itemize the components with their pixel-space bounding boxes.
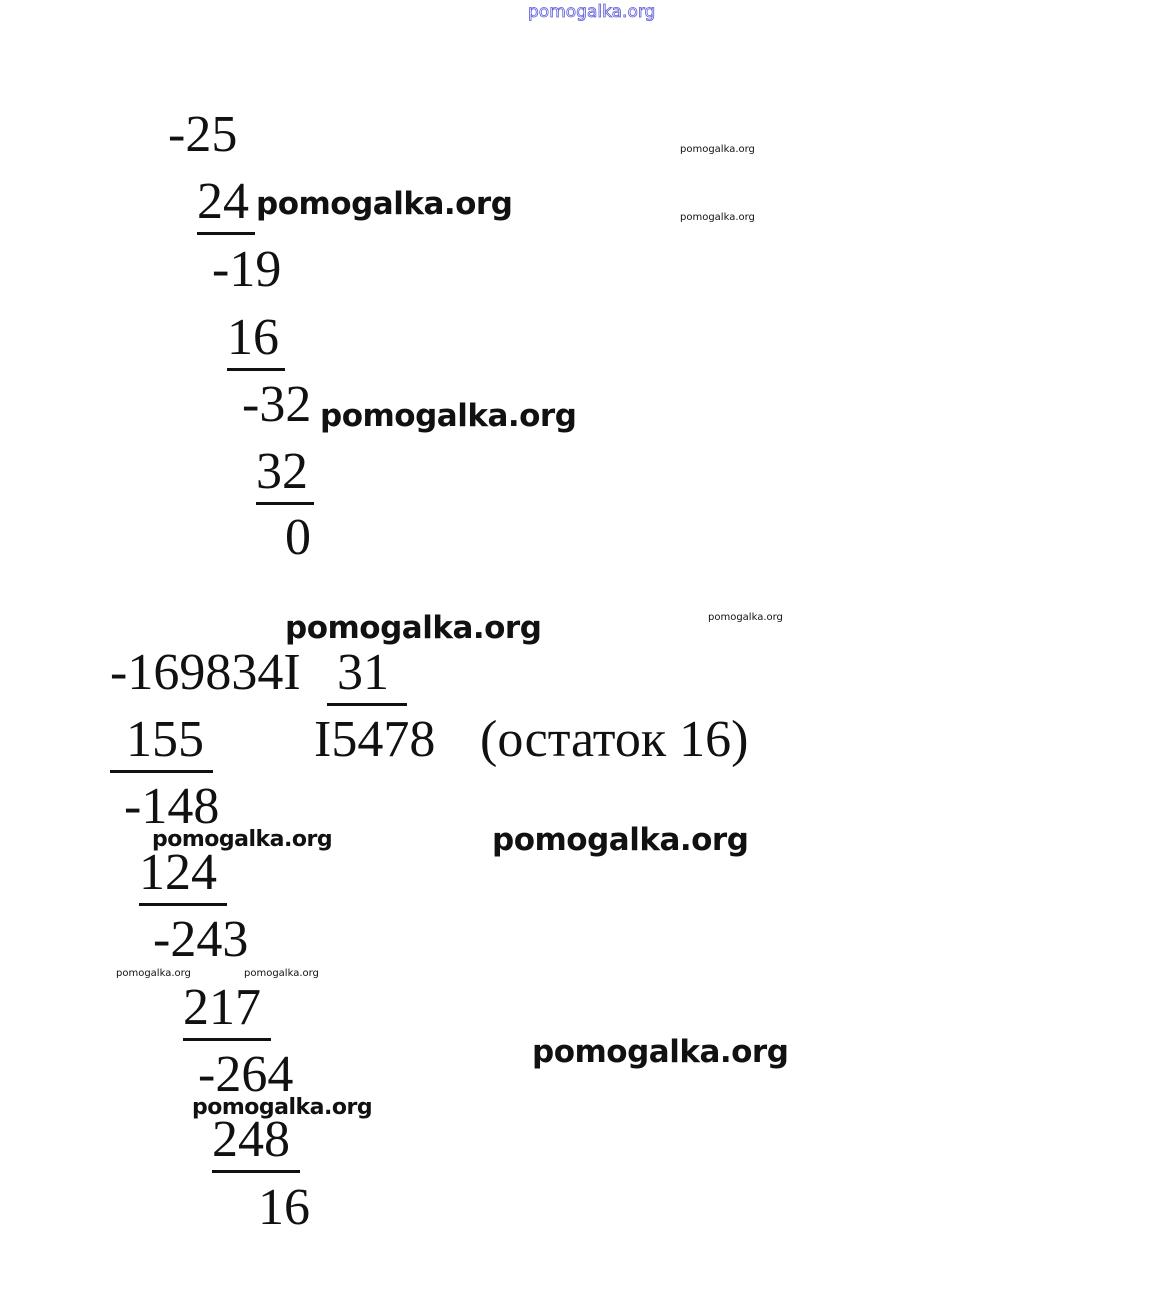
division-2-step-2: -148 — [124, 778, 220, 835]
watermark: pomogalka.org — [285, 610, 542, 646]
watermark: pomogalka.org — [708, 612, 783, 623]
watermark: pomogalka.org — [492, 822, 749, 858]
watermark: pomogalka.org — [680, 144, 755, 155]
division-1-remainder: 0 — [285, 509, 311, 566]
division-1-step-5: -32 — [242, 376, 312, 433]
watermark: pomogalka.org — [532, 1034, 789, 1070]
division-2-step-5: 217 — [183, 978, 271, 1041]
watermark: pomogalka.org — [680, 212, 755, 223]
division-1-step-1: -25 — [168, 106, 238, 163]
division-1-step-4: 16 — [227, 308, 285, 371]
watermark: pomogalka.org — [116, 968, 191, 979]
division-2-step-1: 155 — [110, 710, 213, 773]
division-2-step-4: -243 — [153, 911, 249, 968]
dividend: -169834I — [110, 644, 301, 701]
division-2-step-3: 124 — [139, 843, 227, 906]
watermark: pomogalka.org — [192, 1095, 373, 1120]
watermark: pomogalka.org — [244, 968, 319, 979]
watermark: pomogalka.org — [256, 186, 513, 222]
division-2-step-6: -264 — [198, 1046, 294, 1103]
division-2-step-7: 248 — [212, 1110, 300, 1173]
quotient: I5478 — [314, 711, 436, 768]
header-watermark: pomogalka.org — [528, 2, 656, 22]
remainder-note: (остаток 16) — [480, 711, 749, 768]
division-2-remainder: 16 — [258, 1179, 310, 1236]
division-1-step-6: 32 — [256, 442, 314, 505]
watermark: pomogalka.org — [152, 827, 333, 852]
division-1-step-2: 24 — [197, 172, 255, 235]
divisor: 31 — [327, 643, 407, 706]
division-1-step-3: -19 — [212, 241, 282, 298]
watermark: pomogalka.org — [320, 398, 577, 434]
